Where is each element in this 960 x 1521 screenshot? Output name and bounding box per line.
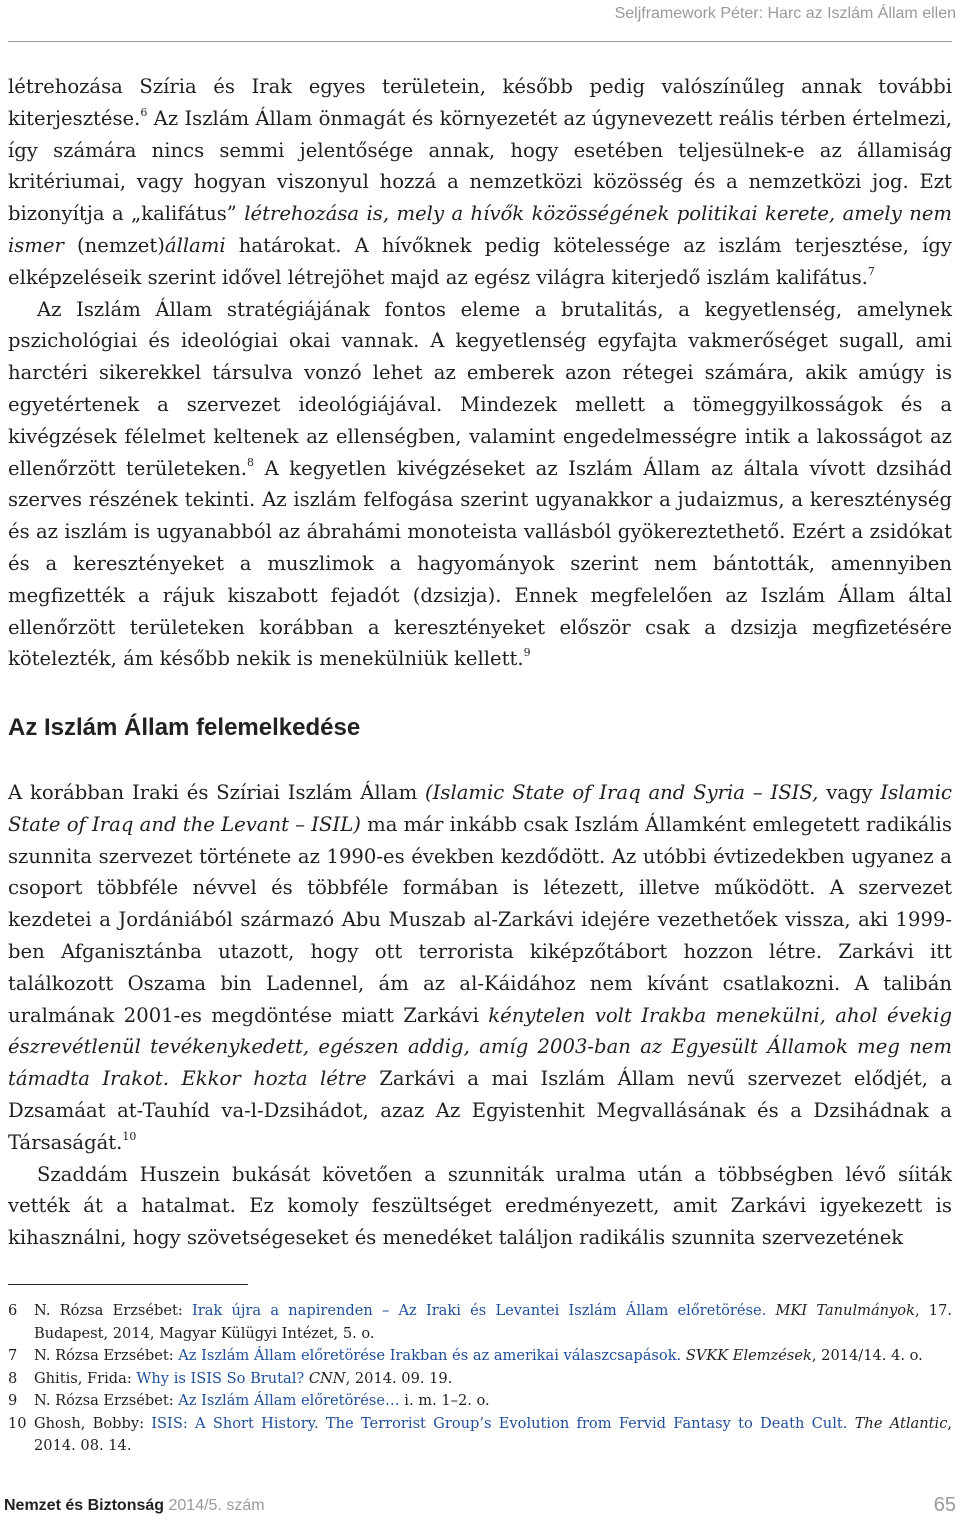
footnote-ref-10[interactable]: 10 xyxy=(122,1129,137,1143)
footnote-7: 7 N. Rózsa Erzsébet: Az Iszlám Állam előretörése Irakban és az amerikai válaszcsapások. SVKK Elemzések, 2014/14. 4. o. xyxy=(8,1347,923,1364)
paragraph-2: Az Iszlám Állam stratégiájának fontos eleme a brutalitás, a kegyetlenség, amelynek pszichológiai és ideológiai okai vannak. A kegyetlenség egyfajta vakmerőséget sugall, ami harctéri sikerekkel társulva vonzó lehet az emberek azon rétegei számára, akik amúgy is egyetértenek a szervezet ideológiájával. Mindezek mellett a tömeggyilkosságok és a kivégzések félelmet keltenek az ellenségben, valamint engedelmességre intik a lakosságot az ellenőrzött területeken.$^8$ A kegyetlen kivégzéseket az Iszlám Állam az általa vívott dzsihád szerves részének tekinti. Az iszlám felfogása szerint ugyanakkor a judaizmus, a kereszténység és az iszlám is ugyanabból az ábrahámi monoteista vallásból gyökereztethető. Ezért a zsidókat és a keresztényeket a muszlimok a hagyományok szerint nem bántották, amennyiben megfizették a rájuk kiszabott fejadót (dzsizja). Ennek megfelelően az Iszlám Állam által ellenőrzött területeken korábban a keresztényeket először csak a dzsizja megfizetésére kötelezték, ám később nekik is menekülniük kellett.$^9$ xyxy=(8,297,952,671)
footnote-ref-7[interactable]: 7 xyxy=(867,264,875,278)
footnote-link[interactable]: Az Iszlám Állam előretörése Irakban és az amerikai válaszcsapások. xyxy=(178,1347,682,1364)
footnotes xyxy=(8,1300,952,1458)
footnote-9: 9 N. Rózsa Erzsébet: Az Iszlám Állam előretörése… i. m. 1–2. o. xyxy=(8,1392,490,1409)
section-heading: Az Iszlám Állam felemelkedése xyxy=(8,714,361,741)
body-text-top xyxy=(8,71,952,675)
page-number: 65 xyxy=(933,1494,956,1516)
footnote-ref-8[interactable]: 8 xyxy=(247,455,255,469)
header-rule xyxy=(8,41,952,42)
footnote-link[interactable]: Irak újra a napirenden – Az Iraki és Levantei Iszlám Állam előretörése. xyxy=(192,1302,767,1319)
footnote-8: 8 Ghitis, Frida: Why is ISIS So Brutal? CNN, 2014. 09. 19. xyxy=(8,1369,453,1387)
paragraph-4: Szaddám Huszein bukását követően a szunniták uralma után a többségben lévő síiták vették át a hatalmat. Ez komoly feszültséget eredményezett, amit Zarkávi igyekezett is kihasználni, hogy szövetségeseket és menedéket találjon radikális szunnita szervezetének xyxy=(8,1162,952,1250)
footnote-link[interactable]: ISIS: A Short History. The Terrorist Group’s Evolution from Fervid Fantasy to Death Cult. xyxy=(151,1414,848,1432)
footnote-link[interactable]: Why is ISIS So Brutal? xyxy=(136,1369,305,1387)
journal-issue: 2014/5. szám xyxy=(168,1497,265,1514)
body-text-bottom xyxy=(8,777,952,1254)
footnote-6: 6 N. Rózsa Erzsébet: Irak újra a napirenden – Az Iraki és Levantei Iszlám Állam előretörése. MKI Tanulmányok, 17. Budapest, 2014, Magyar Külügyi Intézet, 5. o. xyxy=(8,1302,953,1342)
footer-journal xyxy=(4,1497,265,1515)
footnote-10: 10 Ghosh, Bobby: ISIS: A Short History. The Terrorist Group’s Evolution from Fervid Fantasy to Death Cult. The Atlantic, 2014. 08. 14. xyxy=(8,1414,953,1454)
paragraph-1: létrehozása Szíria és Irak egyes területein, később pedig valószínűleg annak további kiterjesztése.$^6$ Az Iszlám Állam önmagát és környezetét az úgynevezett reális térben értelmezi, így számára nincs semmi jelentősége annak, hogy esetében teljesülnek-e az államiság kritériumai, vagy hogyan viszonyul hozzá a nemzetközi közösség és a nemzetközi jog. Ezt bizonyítja a „kalifátus” létrehozása is, mely a hívők közösségének politikai kerete, amely nem ismer (nemzet)állami határokat. A hívőknek pedig kötelessége az iszlám terjesztése, így elképzeléseik szerint idővel létrejöhet majd az egész világra kiterjedő iszlám kalifátus.$^7$ xyxy=(8,75,952,289)
running-header: Seljframework Péter: Harc az Iszlám Állam ellen xyxy=(614,5,956,22)
footnote-rule xyxy=(8,1284,248,1285)
footnote-ref-6[interactable]: 6 xyxy=(140,105,148,119)
footnote-ref-9[interactable]: 9 xyxy=(523,646,531,660)
journal-name: Nemzet és Biztonság xyxy=(4,1497,165,1514)
paragraph-3: A korábban Iraki és Szíriai Iszlám Állam (Islamic State of Iraq and Syria – ISIS, vagy Islamic State of Iraq and the Levant – ISIL) ma már inkább csak Iszlám Államként emlegetett radikális szunnita szervezet története az 1990-es években kezdődött. Az utóbbi évtizedekben ugyanez a csoport többféle névvel és többféle formában is létezett, illetve működött. A szervezet kezdetei a Jordániából származó Abu Muszab al-Zarkávi idejére vezethetőek vissza, aki 1999-ben Afganisztánba utazott, hogy ott terrorista kiképzőtábort hozzon létre. Zarkávi itt találkozott Oszama bin Ladennel, ám az al-Káidához nem kívánt csatlakozni. A talibán uralmának 2001-es megdöntése miatt Zarkávi kénytelen volt Irakba menekülni, ahol évekig észrevétlenül tevékenykedett, egészen addig, amíg 2003-ban az Egyesült Államok meg nem támadta Irakot. Ekkor hozta létre Zarkávi a mai Iszlám Állam nevű szervezet elődjét, a Dzsamáat at-Tauhíd va-l-Dzsihádot, azaz Az Egyistenhit Megvallásának és a Dzsihádnak a Társaságát.$^{10}$ xyxy=(8,781,953,1154)
footnote-link[interactable]: Az Iszlám Állam előretörése… xyxy=(178,1392,400,1409)
